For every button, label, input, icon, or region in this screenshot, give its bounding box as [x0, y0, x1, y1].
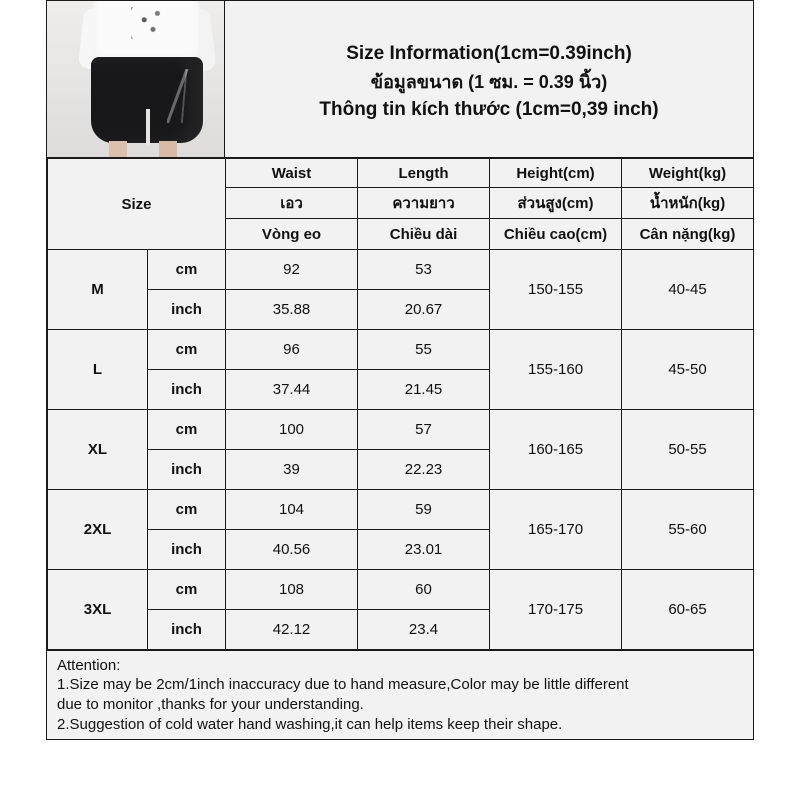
title-line-vi: Thông tin kích thước (1cm=0,39 inch): [319, 99, 659, 121]
cell-weight: 55-60: [622, 490, 754, 570]
product-photo: [47, 1, 225, 157]
attention-block: [47, 650, 753, 739]
row-size-label: XL: [48, 410, 148, 490]
row-unit-inch: inch: [148, 370, 226, 410]
shorts-highlight: [167, 69, 193, 123]
cell-length-cm: 53: [358, 250, 490, 290]
attention-title: Attention:: [57, 657, 121, 675]
cell-length-cm: 57: [358, 410, 490, 450]
attention-line-3: 2.Suggestion of cold water hand washing,it can help items keep their shape.: [57, 716, 563, 734]
row-size-label: L: [48, 330, 148, 410]
cell-length-inch: 22.23: [358, 450, 490, 490]
row-unit-cm: cm: [148, 570, 226, 610]
header-waist-vi: Vòng eo: [226, 219, 358, 250]
cell-length-inch: 21.45: [358, 370, 490, 410]
header-length-th: ความยาว: [358, 188, 490, 219]
cell-height: 150-155: [490, 250, 622, 330]
header-length-vi: Chiều dài: [358, 219, 490, 250]
cell-waist-inch: 35.88: [226, 290, 358, 330]
table-row: [48, 490, 754, 530]
cell-length-inch: 23.01: [358, 530, 490, 570]
row-size-label: 2XL: [48, 490, 148, 570]
row-unit-inch: inch: [148, 610, 226, 650]
shirt-print-graphic: [131, 7, 175, 39]
cell-waist-inch: 37.44: [226, 370, 358, 410]
table-header-row-en: [48, 159, 754, 188]
model-right-leg-shape: [159, 141, 177, 157]
row-unit-inch: inch: [148, 450, 226, 490]
cell-weight: 40-45: [622, 250, 754, 330]
table-row: [48, 410, 754, 450]
row-size-label: M: [48, 250, 148, 330]
cell-weight: 45-50: [622, 330, 754, 410]
row-size-label: 3XL: [48, 570, 148, 650]
cell-waist-cm: 104: [226, 490, 358, 530]
cell-length-inch: 20.67: [358, 290, 490, 330]
header-length-en: Length: [358, 159, 490, 188]
cell-waist-cm: 100: [226, 410, 358, 450]
cell-weight: 60-65: [622, 570, 754, 650]
header-height-th: ส่วนสูง(cm): [490, 188, 622, 219]
table-row: [48, 570, 754, 610]
attention-line-2: due to monitor ,thanks for your understanding.: [57, 696, 364, 714]
header-band: [47, 1, 753, 158]
cell-height: 155-160: [490, 330, 622, 410]
cell-waist-inch: 42.12: [226, 610, 358, 650]
cell-weight: 50-55: [622, 410, 754, 490]
size-chart-sheet: [46, 0, 754, 740]
cell-waist-inch: 39: [226, 450, 358, 490]
title-line-en: Size Information(1cm=0.39inch): [346, 42, 632, 64]
model-left-leg-shape: [109, 141, 127, 157]
cell-length-inch: 23.4: [358, 610, 490, 650]
row-unit-cm: cm: [148, 330, 226, 370]
header-height-en: Height(cm): [490, 159, 622, 188]
row-unit-cm: cm: [148, 490, 226, 530]
table-row: [48, 250, 754, 290]
header-weight-th: น้ำหนัก(kg): [622, 188, 754, 219]
cell-waist-cm: 92: [226, 250, 358, 290]
cell-height: 170-175: [490, 570, 622, 650]
cell-waist-cm: 96: [226, 330, 358, 370]
row-unit-inch: inch: [148, 290, 226, 330]
size-table: [47, 158, 754, 650]
cell-height: 165-170: [490, 490, 622, 570]
header-weight-en: Weight(kg): [622, 159, 754, 188]
attention-line-1: 1.Size may be 2cm/1inch inaccuracy due to hand measure,Color may be little different: [57, 676, 629, 694]
cell-length-cm: 60: [358, 570, 490, 610]
cell-length-cm: 59: [358, 490, 490, 530]
cell-waist-inch: 40.56: [226, 530, 358, 570]
header-height-vi: Chiều cao(cm): [490, 219, 622, 250]
cell-length-cm: 55: [358, 330, 490, 370]
row-unit-cm: cm: [148, 250, 226, 290]
header-waist-th: เอว: [226, 188, 358, 219]
shorts-hem-gap: [146, 109, 150, 145]
title-block: [225, 1, 753, 157]
row-unit-cm: cm: [148, 410, 226, 450]
title-line-th: ข้อมูลขนาด (1 ซม. = 0.39 นิ้ว): [370, 71, 608, 92]
header-waist-en: Waist: [226, 159, 358, 188]
header-size-cell: Size: [48, 159, 226, 250]
table-row: [48, 330, 754, 370]
row-unit-inch: inch: [148, 530, 226, 570]
cell-height: 160-165: [490, 410, 622, 490]
header-weight-vi: Cân nặng(kg): [622, 219, 754, 250]
cell-waist-cm: 108: [226, 570, 358, 610]
